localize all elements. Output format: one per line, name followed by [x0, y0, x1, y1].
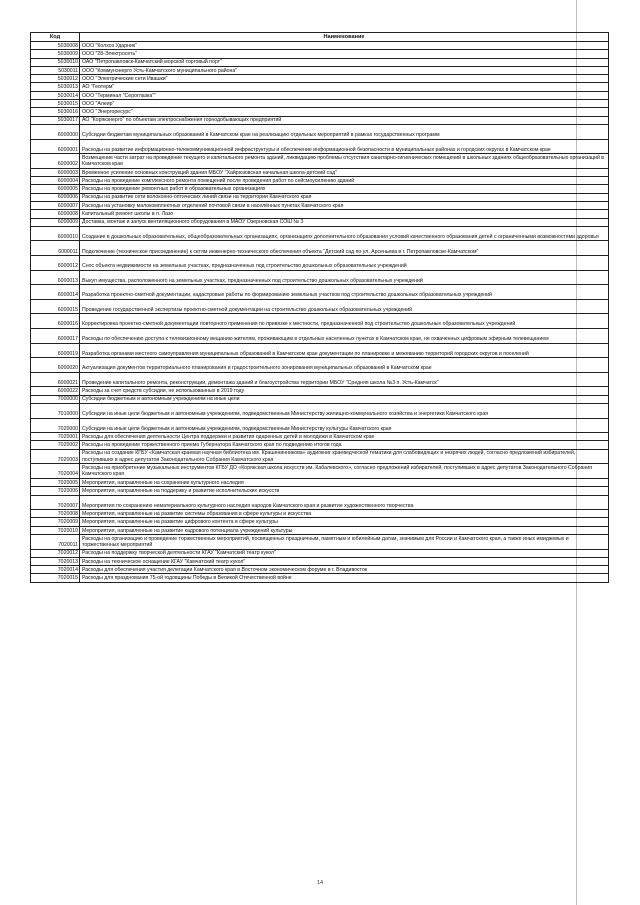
row-code: 5030009 — [31, 50, 80, 58]
row-code: 5030011 — [31, 66, 80, 74]
row-name: Субсидии на иные цели бюджетным и автономным учреждениям, подведомственным Министерству культуры Камчатского края — [80, 418, 609, 433]
row-name: АО "Геотерм" — [80, 83, 609, 91]
row-code: 5030017 — [31, 116, 80, 124]
table-row — [31, 478, 609, 486]
table-row — [31, 387, 609, 395]
row-name: Расходы для обеспечения деятельности Центра поддержки и развития одаренных детей и молодежи в Камчатском крае — [80, 433, 609, 441]
row-name: АО "Корякэнерго" по объектам электроснабжения горнодобывающих предприятий — [80, 116, 609, 124]
row-name: ООО "Энергоресурс" — [80, 108, 609, 116]
table-row — [31, 75, 609, 83]
row-code: 5030015 — [31, 100, 80, 108]
row-code: 7020013 — [31, 557, 80, 565]
row-code: 6000012 — [31, 256, 80, 271]
table-row — [31, 557, 609, 565]
row-name: Расходы на установку малокомплектных отделений почтовой связи в населённых пунктах Камчатского края — [80, 201, 609, 209]
table-row — [31, 177, 609, 185]
row-name: ООО "Алеир" — [80, 100, 609, 108]
row-code: 6000010 — [31, 226, 80, 241]
row-code: 5030016 — [31, 108, 80, 116]
row-name: Расходы на техническое оснащение КГАУ "Камчатский театр кукол" — [80, 557, 609, 565]
table-row — [31, 372, 609, 387]
document-page — [30, 32, 608, 583]
row-name: Подключение (техническое присоединение) к сетям инженерно-технического обеспечения объекта "Детский сад по ул. Арсеньева в г. Петропавловске-Камчатском" — [80, 241, 609, 256]
row-code: 7020008 — [31, 510, 80, 518]
row-name: Субсидии бюджетным и автономным учреждениям на иные цели — [80, 395, 609, 403]
row-code: 6000002 — [31, 154, 80, 169]
table-row — [31, 139, 609, 154]
row-code: 7020001 — [31, 433, 80, 441]
row-code: 7020003 — [31, 449, 80, 464]
row-code: 6000022 — [31, 387, 80, 395]
row-name: Снос объекта недвижимости на земельных участках, предназначенных под строительство дошкольных образовательных учреждений — [80, 256, 609, 271]
row-code: 5030010 — [31, 58, 80, 66]
row-name: Мероприятия, направленные на развитие цифрового контента в сфере культуры — [80, 518, 609, 526]
row-name: Субсидии бюджетам муниципальных образований в Камчатском крае на реализацию отдельных мероприятий в рамках государственных программ — [80, 124, 609, 139]
row-code: 7020004 — [31, 464, 80, 479]
table-row — [31, 185, 609, 193]
row-name: Разработка органами местного самоуправления муниципальных образований в Камчатском крае документации по планировке и межеванию территорий городских округов и поселений — [80, 343, 609, 358]
row-name: ООО "Электрические сети Ивашки" — [80, 75, 609, 83]
row-code: 6000019 — [31, 343, 80, 358]
row-code: 6000001 — [31, 139, 80, 154]
row-code: 6000020 — [31, 358, 80, 373]
row-name: Временное усиление основных конструкций здания МБОУ "Хайрюзовская начальная школа-детский сад" — [80, 168, 609, 176]
table-row — [31, 441, 609, 449]
row-name: Проведение государственной экспертизы проектно-сметной документации на строительство дошкольных образовательных учреждений — [80, 299, 609, 314]
table-row — [31, 226, 609, 241]
budget-code-table — [30, 32, 609, 583]
row-code: 7020011 — [31, 535, 80, 550]
row-code: 7000000 — [31, 395, 80, 403]
row-name: Актуализация документов территориального планирования и градостроительного зонирования муниципальных образований в Камчатском крае — [80, 358, 609, 373]
row-code: 6000011 — [31, 241, 80, 256]
column-header-code: Код — [31, 33, 80, 42]
row-name: Корректировка проектно-сметной документации повторного применения по привязке к местности, предназначенной под строительство дошкольных образовательных учреждений — [80, 314, 609, 329]
row-name: Разработка проектно-сметной документации, кадастровые работы по формированию земельных участков под строительство дошкольных образовательных учреждений — [80, 285, 609, 300]
column-header-name: Наименование — [80, 33, 609, 42]
row-name: Расходы на организацию и проведение торжественных мероприятий, посвященных праздничным, памятным и юбилейным датам, значимым для России и Камчатского края, а также иных имиджевых и торжественных мероприятий — [80, 535, 609, 550]
table-row — [31, 510, 609, 518]
table-header-row — [31, 33, 609, 42]
row-code: 7020012 — [31, 549, 80, 557]
row-code: 6000017 — [31, 328, 80, 343]
table-row — [31, 256, 609, 271]
row-name: Мероприятия, направленные на развитие системы образования в сфере культуры и искусства — [80, 510, 609, 518]
row-code: 7020015 — [31, 574, 80, 582]
row-code: 6000000 — [31, 124, 80, 139]
row-code: 7020014 — [31, 566, 80, 574]
row-code: 6000004 — [31, 177, 80, 185]
table-row — [31, 358, 609, 373]
row-name: Расходы по обеспечению доступа к телевизионному вещанию жителям, проживающим в отдельных населенных пунктах в Камчатском крае, не охваченных цифровым эфирным телевещанием — [80, 328, 609, 343]
table-row — [31, 201, 609, 209]
table-row — [31, 100, 609, 108]
row-name: Расходы для обеспечения участия делегации Камчатского края в Восточном экономическом форуме в г. Владивосток — [80, 566, 609, 574]
table-row — [31, 154, 609, 169]
row-code: 7020006 — [31, 487, 80, 495]
row-name: ООО "28-Электросеть" — [80, 50, 609, 58]
row-code: 6000016 — [31, 314, 80, 329]
row-code: 7020007 — [31, 495, 80, 510]
row-code: 6000005 — [31, 185, 80, 193]
table-row — [31, 124, 609, 139]
row-code: 6000015 — [31, 299, 80, 314]
table-row — [31, 108, 609, 116]
table-row — [31, 270, 609, 285]
row-code: 5030008 — [31, 42, 80, 50]
table-row — [31, 218, 609, 226]
row-name: Доставка, монтаж и запуск вентиляционного оборудования в МАОУ Озерновская СОШ № 3 — [80, 218, 609, 226]
table-row — [31, 526, 609, 534]
table-row — [31, 83, 609, 91]
row-code: 7020002 — [31, 441, 80, 449]
row-name: ООО "Коммунэнерго Усть-Камчатского муниципального района" — [80, 66, 609, 74]
row-name: Расходы на развитие сети волоконно-оптических линий связи на территории Камчатского края — [80, 193, 609, 201]
row-code: 5030012 — [31, 75, 80, 83]
table-row — [31, 495, 609, 510]
row-name: Выкуп имущества, расположенного на земельных участках, предназначенных под строительство дошкольных образовательных учреждений — [80, 270, 609, 285]
page-number: 14 — [316, 880, 324, 886]
table-row — [31, 433, 609, 441]
table-row — [31, 449, 609, 464]
table-row — [31, 574, 609, 582]
table-row — [31, 403, 609, 418]
table-row — [31, 285, 609, 300]
row-name: Расходы на развитие информационно-телекоммуникационной инфраструктуры и обеспечение информационной безопасности в муниципальных районах и городских округах в Камчатском крае — [80, 139, 609, 154]
row-name: Расходы на проведение торжественного приема Губернатора Камчатского края по подведению итогов года — [80, 441, 609, 449]
row-code: 7010000 — [31, 403, 80, 418]
table-row — [31, 535, 609, 550]
row-name: Расходы для празднования 75-ой годовщины Победы в Великой Отечественной войне — [80, 574, 609, 582]
row-name: Расходы на приобретение музыкальных инструментов КГБУ ДО «Корякская школа искусств им. Кабалевского», согласно предложений избирателей, поступивших в адрес депутатов Законодательного Собрания Камчатского края — [80, 464, 609, 479]
table-row — [31, 395, 609, 403]
table-row — [31, 193, 609, 201]
row-code: 6000007 — [31, 201, 80, 209]
row-code: 7020005 — [31, 478, 80, 486]
table-body — [31, 42, 609, 583]
row-name: Мероприятия, направленные на развитие кадрового потенциала учреждений культуры — [80, 526, 609, 534]
row-code: 6000008 — [31, 210, 80, 218]
table-row — [31, 168, 609, 176]
row-name: Расходы на проведение ремонтных работ в образовательных организациях — [80, 185, 609, 193]
row-code: 6000021 — [31, 372, 80, 387]
table-row — [31, 518, 609, 526]
row-code: 6000003 — [31, 168, 80, 176]
table-row — [31, 241, 609, 256]
table-row — [31, 210, 609, 218]
table-row — [31, 328, 609, 343]
row-name: Капитальный ремонт школы в п. Лазо — [80, 210, 609, 218]
row-name: Мероприятия по сохранению нематериального культурного наследия народов Камчатского края и развитие художественного творчества — [80, 495, 609, 510]
row-code: 6000013 — [31, 270, 80, 285]
row-name: Мероприятия, направленные на сохранение культурного наследия — [80, 478, 609, 486]
row-name: Расходы на создание КГБУ «Камчатская краевая научная библиотека им. Крашенинникова» аудиокниг краеведческой тематики для слабовидящих и незрячих людей, согласно предложений избирателей, поступивших в адрес депутатов Законодательного Собрания Камчатского края — [80, 449, 609, 464]
row-code: 5030013 — [31, 83, 80, 91]
row-name: Субсидии на иные цели бюджетным и автономным учреждениям, подведомственным Министерству жилищно-коммунального хозяйства и энергетики Камчатского края — [80, 403, 609, 418]
row-name: Расходы за счет средств субсидии, не использованных в 2019 году — [80, 387, 609, 395]
row-code: 6000009 — [31, 218, 80, 226]
row-name: Возмещение части затрат на проведение текущего и капитального ремонта зданий, ликвидацию проблемы отсутствия санитарно-гигиенических помещений в школьных зданиях общеобразовательных организаций в Камчатском крае — [80, 154, 609, 169]
row-name: Расходы на проведение комплексного ремонта помещений после проведения работ по сейсмоусилению зданий — [80, 177, 609, 185]
table-row — [31, 299, 609, 314]
table-row — [31, 343, 609, 358]
table-row — [31, 116, 609, 124]
table-row — [31, 566, 609, 574]
row-name: ОАО "Петропавловск-Камчатский морской торговый порт" — [80, 58, 609, 66]
table-row — [31, 66, 609, 74]
table-row — [31, 487, 609, 495]
table-row — [31, 314, 609, 329]
row-name: ООО "Терминал "Сероглазка"" — [80, 91, 609, 99]
row-name: Мероприятия, направленные на поддержку и развитие исполнительских искусств — [80, 487, 609, 495]
row-code: 7020000 — [31, 418, 80, 433]
table-row — [31, 58, 609, 66]
table-row — [31, 549, 609, 557]
row-code: 6000006 — [31, 193, 80, 201]
table-row — [31, 50, 609, 58]
row-name: ООО "Колхоз Ударник" — [80, 42, 609, 50]
table-row — [31, 418, 609, 433]
row-name: Расходы на поддержку творческой деятельности КГАУ "Камчатский театр кукол" — [80, 549, 609, 557]
row-name: Проведение капитального ремонта, реконструкции, демонтажа зданий и благоустройства территории МБОУ "Средняя школа №3 п. Усть-Камчатск" — [80, 372, 609, 387]
row-code: 6000014 — [31, 285, 80, 300]
row-name: Создание в дошкольных образовательных, общеобразовательных организациях, организациях дополнительного образования условий качественного образования детей с ограниченными возможностями здоровья — [80, 226, 609, 241]
row-code: 5030014 — [31, 91, 80, 99]
table-row — [31, 42, 609, 50]
table-row — [31, 91, 609, 99]
table-row — [31, 464, 609, 479]
row-code: 7020009 — [31, 518, 80, 526]
row-code: 7020010 — [31, 526, 80, 534]
